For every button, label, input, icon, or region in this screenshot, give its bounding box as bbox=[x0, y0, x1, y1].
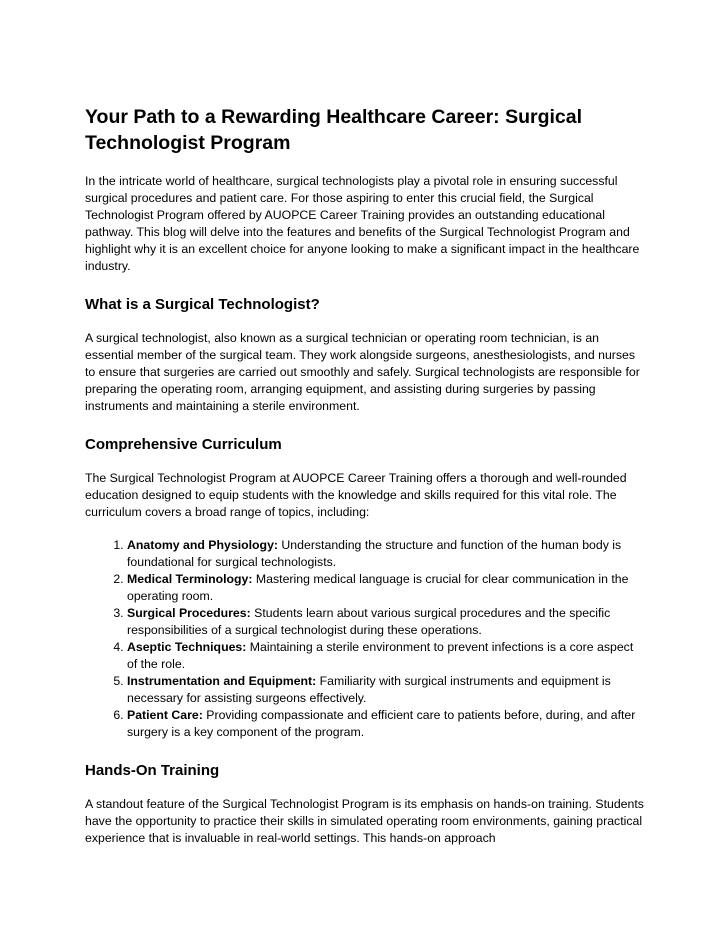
list-item bbox=[127, 707, 645, 741]
list-item bbox=[127, 571, 645, 605]
list-item-term: Surgical Procedures: bbox=[127, 606, 251, 620]
list-item-text: Understanding the structure and function of the human body is foundational for surgical technologists. bbox=[127, 538, 622, 569]
list-item bbox=[127, 537, 645, 571]
curriculum-list bbox=[85, 537, 645, 741]
intro-paragraph: In the intricate world of healthcare, surgical technologists play a pivotal role in ensuring successful surgical procedures and patient care. For those aspiring to enter this crucial field, the Surgical Technologist Program offered by AUOPCE Career Training provides an outstanding educational pathway. This blog will delve into the features and benefits of the Surgical Technologist Program and highlight why it is an excellent choice for anyone looking to make a significant impact in the healthcare industry. bbox=[85, 174, 640, 273]
list-item-term: Instrumentation and Equipment: bbox=[127, 674, 317, 688]
list-item-term: Patient Care: bbox=[127, 708, 203, 722]
section-heading-what: What is a Surgical Technologist? bbox=[85, 296, 320, 313]
list-item-term: Medical Terminology: bbox=[127, 572, 253, 586]
list-item-text: Providing compassionate and efficient care to patients before, during, and after surgery is a key component of the program. bbox=[127, 708, 636, 739]
list-item-term: Anatomy and Physiology: bbox=[127, 538, 278, 552]
section-heading-hands-on: Hands-On Training bbox=[85, 762, 220, 779]
section-body-hands-on: A standout feature of the Surgical Technologist Program is its emphasis on hands-on training. Students have the opportunity to practice their skills in simulated operating room environments, gaining practical experience that is invaluable in real-world settings. This hands-on approach bbox=[85, 797, 644, 845]
list-item bbox=[127, 605, 645, 639]
list-item bbox=[127, 639, 645, 673]
list-item bbox=[127, 673, 645, 707]
list-item-term: Aseptic Techniques: bbox=[127, 640, 247, 654]
list-item-text: Familiarity with surgical instruments and equipment is necessary for assisting surgeons effectively. bbox=[127, 674, 611, 705]
page-title: Your Path to a Rewarding Healthcare Career: Surgical Technologist Program bbox=[85, 106, 583, 154]
list-item-text: Students learn about various surgical procedures and the specific responsibilities of a surgical technologist during these operations. bbox=[127, 606, 611, 637]
section-body-what: A surgical technologist, also known as a surgical technician or operating room technician, is an essential member of the surgical team. They work alongside surgeons, anesthesiologists, and nurses to ensure that surgeries are carried out smoothly and safely. Surgical technologists are responsible for preparing the operating room, arranging equipment, and assisting during surgeries by passing instruments and maintaining a sterile environment. bbox=[85, 331, 640, 413]
section-heading-curriculum: Comprehensive Curriculum bbox=[85, 436, 282, 453]
section-body-curriculum: The Surgical Technologist Program at AUOPCE Career Training offers a thorough and well-rounded education designed to equip students with the knowledge and skills required for this vital role. The curriculum covers a broad range of topics, including: bbox=[85, 471, 627, 519]
list-item-text: Maintaining a sterile environment to prevent infections is a core aspect of the role. bbox=[127, 640, 634, 671]
document-content bbox=[85, 104, 645, 847]
list-item-text: Mastering medical language is crucial for clear communication in the operating room. bbox=[127, 572, 629, 603]
